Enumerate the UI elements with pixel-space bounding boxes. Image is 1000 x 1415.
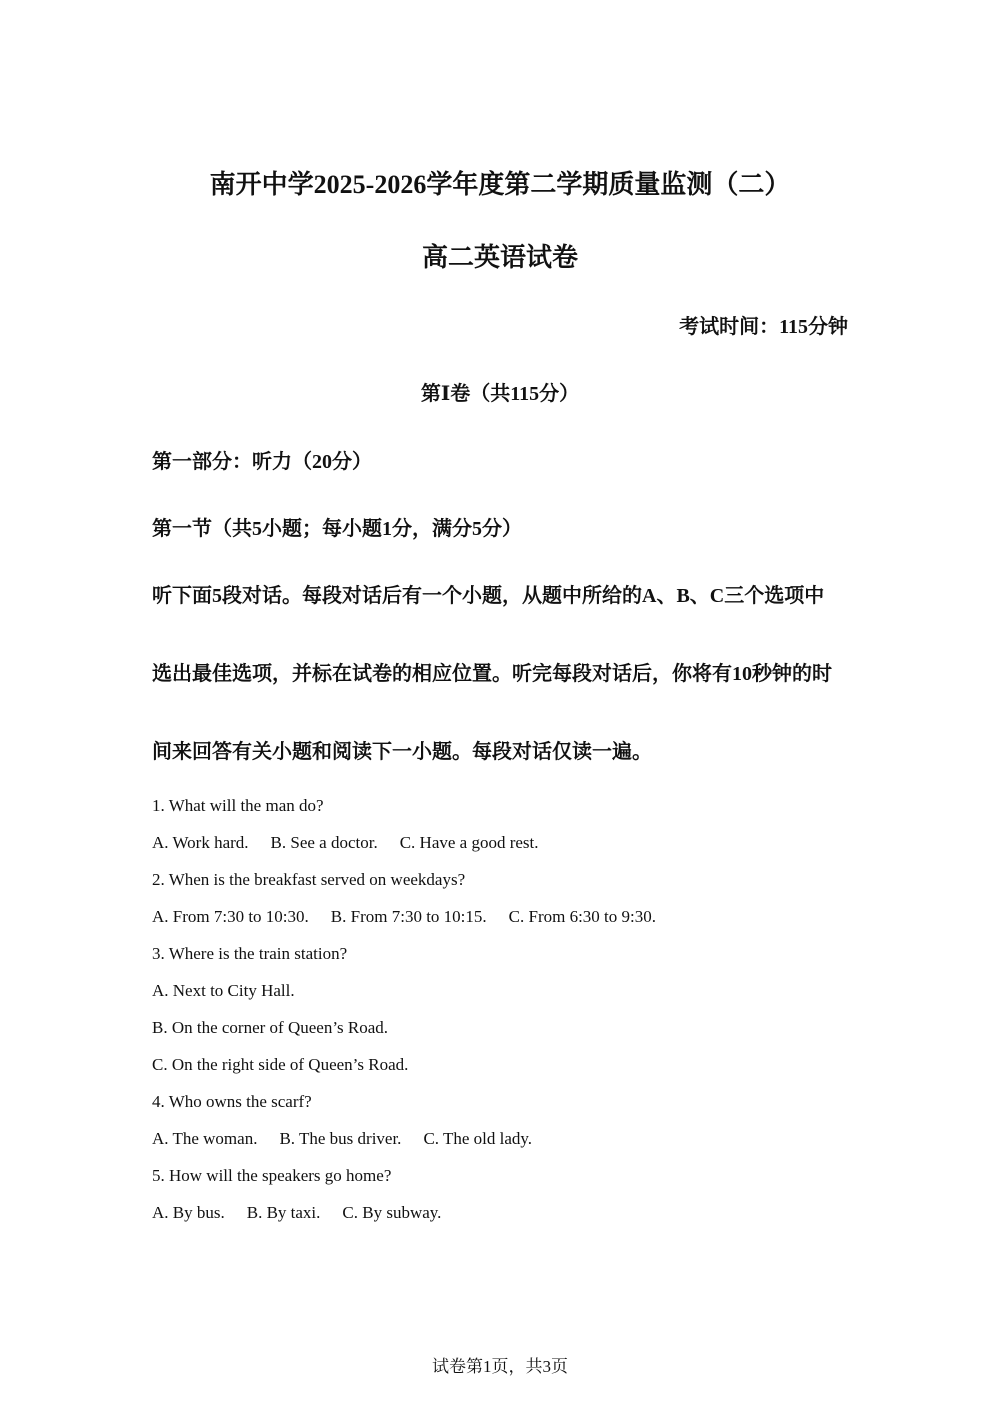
question-stem: 4. Who owns the scarf? bbox=[152, 1092, 312, 1111]
part-heading: 第一部分：听力（20分） bbox=[152, 451, 372, 473]
option-a: A. The woman. bbox=[152, 1129, 258, 1148]
option-b: B. The bus driver. bbox=[279, 1129, 402, 1148]
exam-title: 南开中学2025-2026学年度第二学期质量监测（二） bbox=[209, 170, 791, 199]
option-b: B. On the corner of Queen’s Road. bbox=[152, 1018, 389, 1037]
question-stem: 2. When is the breakfast served on weekdays? bbox=[152, 870, 466, 889]
volume-heading: 第Ⅰ卷（共115分） bbox=[420, 383, 580, 405]
exam-subtitle: 高二英语试卷 bbox=[421, 243, 578, 272]
question-stem: 3. Where is the train station? bbox=[152, 944, 348, 963]
instructions-line: 选出最佳选项，并标在试卷的相应位置。听完每段对话后，你将有10秒钟的时 bbox=[152, 663, 832, 685]
option-c: C. Have a good rest. bbox=[399, 833, 539, 852]
option-c: C. On the right side of Queen’s Road. bbox=[152, 1055, 409, 1074]
instructions bbox=[152, 583, 848, 817]
question-list bbox=[152, 793, 852, 1237]
option-c: C. From 6:30 to 9:30. bbox=[508, 907, 657, 926]
option-row bbox=[152, 1200, 852, 1237]
option-a: A. By bus. bbox=[152, 1203, 225, 1222]
option-row bbox=[152, 1126, 852, 1163]
question-stem: 1. What will the man do? bbox=[152, 796, 324, 815]
option-b: B. See a doctor. bbox=[270, 833, 378, 852]
option-row bbox=[152, 830, 852, 867]
question-stem: 5. How will the speakers go home? bbox=[152, 1166, 392, 1185]
page-footer: 试卷第1页，共3页 bbox=[432, 1357, 568, 1376]
option-b: B. From 7:30 to 10:15. bbox=[330, 907, 487, 926]
option-a: A. Work hard. bbox=[152, 833, 249, 852]
option-c: C. By subway. bbox=[342, 1203, 442, 1222]
option-b: B. By taxi. bbox=[246, 1203, 321, 1222]
instructions-line: 间来回答有关小题和阅读下一小题。每段对话仅读一遍。 bbox=[152, 741, 652, 763]
option-row bbox=[152, 904, 852, 941]
option-a: A. From 7:30 to 10:30. bbox=[152, 907, 309, 926]
option-c: C. The old lady. bbox=[423, 1129, 533, 1148]
subsection-heading: 第一节（共5小题；每小题1分，满分5分） bbox=[152, 518, 522, 540]
option-a: A. Next to City Hall. bbox=[152, 981, 295, 1000]
instructions-line: 听下面5段对话。每段对话后有一个小题，从题中所给的A、B、C三个选项中 bbox=[152, 585, 825, 607]
exam-time: 考试时间：115分钟 bbox=[679, 316, 848, 338]
